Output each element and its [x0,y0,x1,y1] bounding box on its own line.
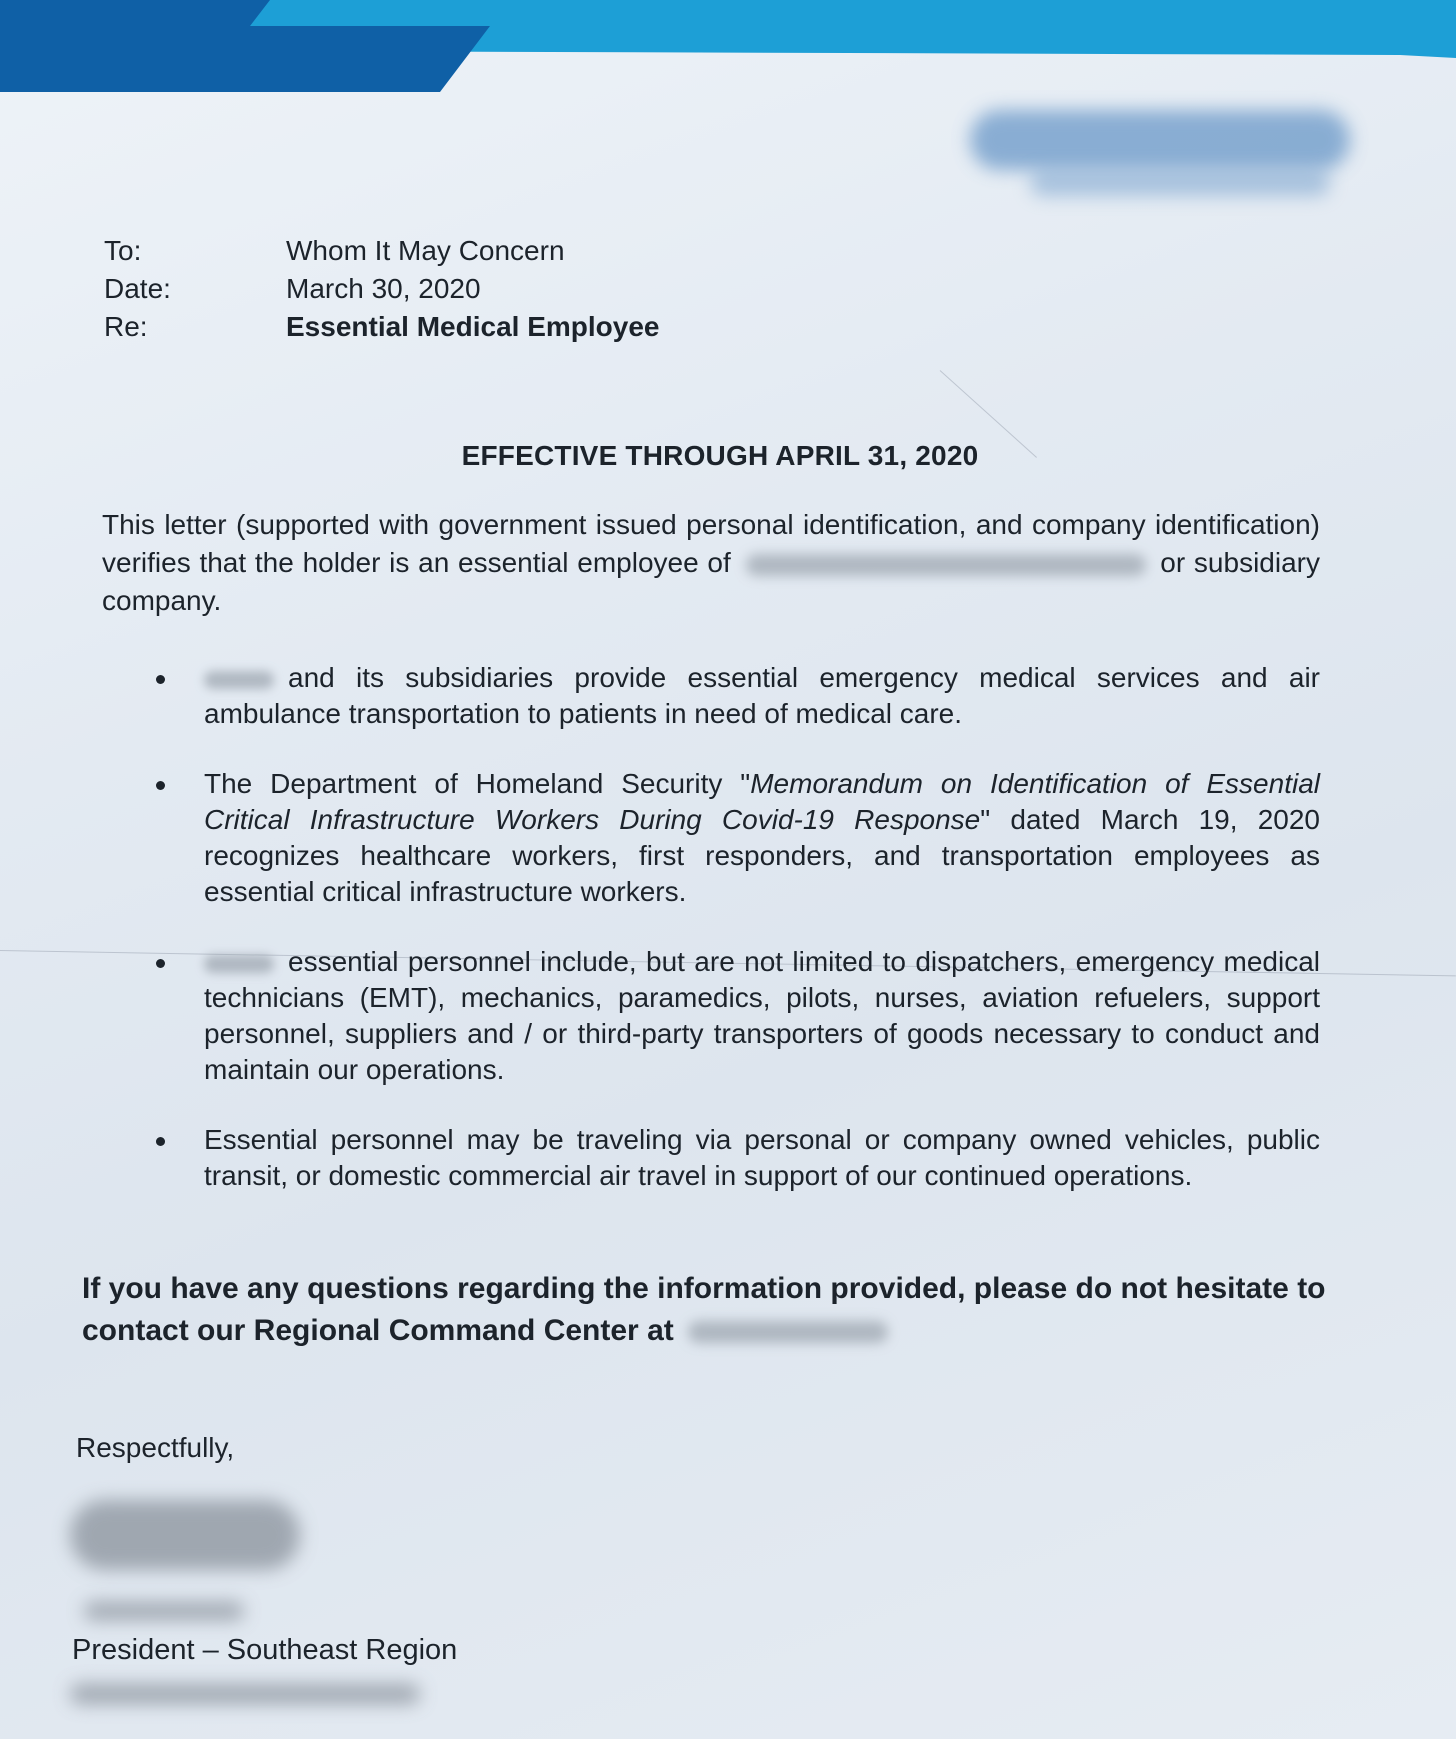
bullet-text-before: The Department of Homeland Security " [204,768,751,799]
bullet-text: Essential personnel may be traveling via personal or company owned vehicles, public transit, or domestic commercial air travel in support of our continued operations. [204,1124,1320,1191]
memorandum-title: Memorandum on Identification of Essential Critical Infrastructure Workers During Covid-19 Response [204,768,1320,835]
date-value: March 30, 2020 [286,273,481,304]
date-label: Date: [104,273,171,304]
re-row [104,308,660,346]
closing-text: If you have any questions regarding the information provided, please do not hesitate to contact our Regional Command Center at [82,1272,1326,1347]
redacted-signer-name [84,1602,244,1620]
bullet-dot-icon [156,675,165,684]
bullet-item [148,944,1320,1088]
redacted-phone-number [688,1321,888,1343]
bullet-dot-icon [156,1137,165,1146]
to-row [104,232,660,270]
redacted-signer-line [70,1684,420,1704]
intro-text-before: This letter (supported with government issued personal identification, and company identification) verifies that the holder is an essential employee of [102,509,1320,578]
redacted-company-short [204,671,274,689]
bullet-item [148,766,1320,910]
date-row [104,270,660,308]
effective-heading: EFFECTIVE THROUGH APRIL 31, 2020 [461,440,979,471]
bullet-dot-icon [156,781,165,790]
to-label: To: [104,235,142,266]
bullet-text-after: " dated March 19, 2020 recognizes healthcare workers, first responders, and transportation employees as essential critical infrastructure workers. [204,804,1321,907]
redacted-logo-line [1030,170,1330,196]
signoff: Respectfully, [76,1432,235,1463]
intro-paragraph [102,506,1320,620]
redacted-signature [70,1500,300,1570]
letter-header-block [104,232,660,346]
redacted-company-name [746,554,1146,576]
re-value: Essential Medical Employee [286,311,660,342]
bullet-item [148,660,1320,732]
redacted-company-short [204,955,274,973]
bullet-item [148,1122,1320,1194]
to-value: Whom It May Concern [286,235,565,266]
bullet-list [148,660,1320,1228]
redacted-logo [970,110,1350,170]
bullet-text: essential personnel include, but are not limited to dispatchers, emergency medical technicians (EMT), mechanics, paramedics, pilots, nurses, aviation refuelers, support personnel, suppliers and / or third-party transporters of goods necessary to conduct and maintain our operations. [204,946,1320,1085]
signer-title: President – Southeast Region [72,1634,458,1666]
bullet-dot-icon [156,959,165,968]
intro-text-after: or subsidiary company. [102,547,1320,616]
bullet-text: and its subsidiaries provide essential emergency medical services and air ambulance transportation to patients in need of medical care. [204,662,1320,729]
re-label: Re: [104,311,148,342]
closing-paragraph [82,1268,1332,1352]
